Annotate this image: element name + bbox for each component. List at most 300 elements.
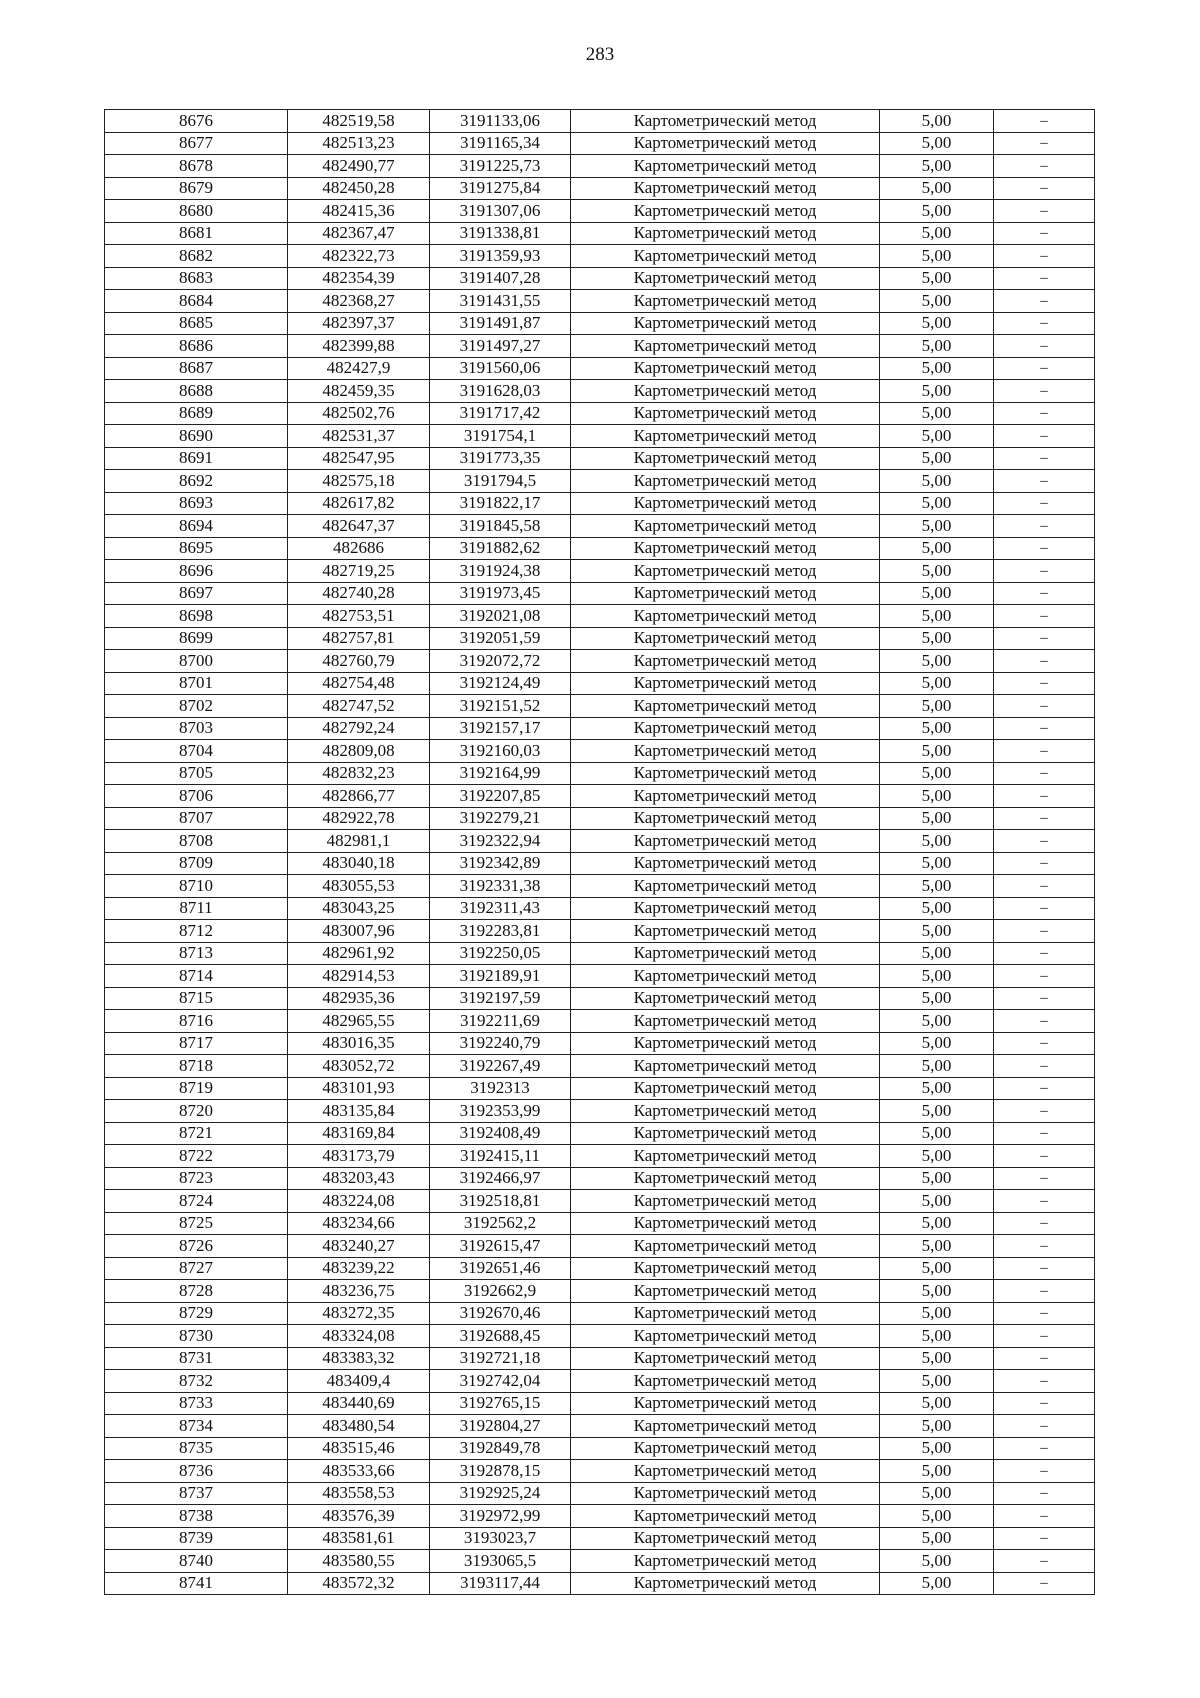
note-cell: – (994, 740, 1095, 763)
accuracy-cell: 5,00 (880, 650, 994, 673)
x-coordinate-cell: 482459,35 (288, 380, 430, 403)
point-number-cell: 8680 (105, 200, 288, 223)
note-cell: – (994, 110, 1095, 133)
point-number-cell: 8723 (105, 1167, 288, 1190)
note-cell: – (994, 965, 1095, 988)
accuracy-cell: 5,00 (880, 110, 994, 133)
y-coordinate-cell: 3192972,99 (430, 1505, 571, 1528)
y-coordinate-cell: 3192615,47 (430, 1235, 571, 1258)
note-cell: – (994, 402, 1095, 425)
method-cell: Картометрический метод (571, 672, 880, 695)
x-coordinate-cell: 482415,36 (288, 200, 430, 223)
y-coordinate-cell: 3191307,06 (430, 200, 571, 223)
y-coordinate-cell: 3192279,21 (430, 807, 571, 830)
note-cell: – (994, 1077, 1095, 1100)
point-number-cell: 8710 (105, 875, 288, 898)
accuracy-cell: 5,00 (880, 1527, 994, 1550)
y-coordinate-cell: 3191431,55 (430, 290, 571, 313)
accuracy-cell: 5,00 (880, 830, 994, 853)
accuracy-cell: 5,00 (880, 897, 994, 920)
method-cell: Картометрический метод (571, 132, 880, 155)
y-coordinate-cell: 3191794,5 (430, 470, 571, 493)
y-coordinate-cell: 3192849,78 (430, 1437, 571, 1460)
y-coordinate-cell: 3193117,44 (430, 1572, 571, 1595)
x-coordinate-cell: 482965,55 (288, 1010, 430, 1033)
method-cell: Картометрический метод (571, 965, 880, 988)
x-coordinate-cell: 483515,46 (288, 1437, 430, 1460)
y-coordinate-cell: 3192353,99 (430, 1100, 571, 1123)
method-cell: Картометрический метод (571, 852, 880, 875)
x-coordinate-cell: 483272,35 (288, 1302, 430, 1325)
point-number-cell: 8688 (105, 380, 288, 403)
x-coordinate-cell: 483480,54 (288, 1415, 430, 1438)
point-number-cell: 8730 (105, 1325, 288, 1348)
note-cell: – (994, 1460, 1095, 1483)
method-cell: Картометрический метод (571, 830, 880, 853)
y-coordinate-cell: 3192878,15 (430, 1460, 571, 1483)
method-cell: Картометрический метод (571, 1167, 880, 1190)
point-number-cell: 8724 (105, 1190, 288, 1213)
accuracy-cell: 5,00 (880, 492, 994, 515)
table-row (105, 762, 1095, 785)
point-number-cell: 8714 (105, 965, 288, 988)
point-number-cell: 8738 (105, 1505, 288, 1528)
table-row (105, 290, 1095, 313)
note-cell: – (994, 762, 1095, 785)
method-cell: Картометрический метод (571, 1010, 880, 1033)
y-coordinate-cell: 3192072,72 (430, 650, 571, 673)
accuracy-cell: 5,00 (880, 920, 994, 943)
point-number-cell: 8726 (105, 1235, 288, 1258)
note-cell: – (994, 1032, 1095, 1055)
point-number-cell: 8702 (105, 695, 288, 718)
accuracy-cell: 5,00 (880, 1077, 994, 1100)
x-coordinate-cell: 482547,95 (288, 447, 430, 470)
table-row (105, 785, 1095, 808)
note-cell: – (994, 470, 1095, 493)
point-number-cell: 8741 (105, 1572, 288, 1595)
note-cell: – (994, 942, 1095, 965)
x-coordinate-cell: 482647,37 (288, 515, 430, 538)
table-row (105, 1505, 1095, 1528)
method-cell: Картометрический метод (571, 1370, 880, 1393)
table-row (105, 245, 1095, 268)
note-cell: – (994, 357, 1095, 380)
method-cell: Картометрический метод (571, 357, 880, 380)
x-coordinate-cell: 482322,73 (288, 245, 430, 268)
x-coordinate-cell: 483324,08 (288, 1325, 430, 1348)
method-cell: Картометрический метод (571, 1122, 880, 1145)
y-coordinate-cell: 3191754,1 (430, 425, 571, 448)
method-cell: Картометрический метод (571, 1145, 880, 1168)
note-cell: – (994, 492, 1095, 515)
y-coordinate-cell: 3192662,9 (430, 1280, 571, 1303)
point-number-cell: 8713 (105, 942, 288, 965)
y-coordinate-cell: 3192207,85 (430, 785, 571, 808)
x-coordinate-cell: 483440,69 (288, 1392, 430, 1415)
x-coordinate-cell: 482981,1 (288, 830, 430, 853)
y-coordinate-cell: 3192322,94 (430, 830, 571, 853)
x-coordinate-cell: 482354,39 (288, 267, 430, 290)
point-number-cell: 8708 (105, 830, 288, 853)
x-coordinate-cell: 483135,84 (288, 1100, 430, 1123)
method-cell: Картометрический метод (571, 582, 880, 605)
method-cell: Картометрический метод (571, 222, 880, 245)
note-cell: – (994, 1212, 1095, 1235)
method-cell: Картометрический метод (571, 1482, 880, 1505)
point-number-cell: 8697 (105, 582, 288, 605)
table-row (105, 875, 1095, 898)
y-coordinate-cell: 3191133,06 (430, 110, 571, 133)
table-row (105, 1077, 1095, 1100)
point-number-cell: 8677 (105, 132, 288, 155)
x-coordinate-cell: 482866,77 (288, 785, 430, 808)
note-cell: – (994, 1167, 1095, 1190)
y-coordinate-cell: 3192283,81 (430, 920, 571, 943)
point-number-cell: 8685 (105, 312, 288, 335)
y-coordinate-cell: 3192466,97 (430, 1167, 571, 1190)
note-cell: – (994, 1145, 1095, 1168)
note-cell: – (994, 132, 1095, 155)
table-row (105, 1482, 1095, 1505)
method-cell: Картометрический метод (571, 717, 880, 740)
note-cell: – (994, 1190, 1095, 1213)
table-row (105, 1437, 1095, 1460)
method-cell: Картометрический метод (571, 1055, 880, 1078)
y-coordinate-cell: 3191165,34 (430, 132, 571, 155)
note-cell: – (994, 717, 1095, 740)
table-row (105, 965, 1095, 988)
x-coordinate-cell: 482935,36 (288, 987, 430, 1010)
note-cell: – (994, 222, 1095, 245)
table-row (105, 177, 1095, 200)
method-cell: Картометрический метод (571, 1437, 880, 1460)
x-coordinate-cell: 482719,25 (288, 560, 430, 583)
accuracy-cell: 5,00 (880, 852, 994, 875)
table-row (105, 222, 1095, 245)
table-row (105, 942, 1095, 965)
accuracy-cell: 5,00 (880, 447, 994, 470)
table-row (105, 1145, 1095, 1168)
table-row (105, 335, 1095, 358)
accuracy-cell: 5,00 (880, 1122, 994, 1145)
y-coordinate-cell: 3191924,38 (430, 560, 571, 583)
x-coordinate-cell: 483409,4 (288, 1370, 430, 1393)
point-number-cell: 8717 (105, 1032, 288, 1055)
table-row (105, 1100, 1095, 1123)
table-row (105, 1550, 1095, 1573)
table-row (105, 1122, 1095, 1145)
accuracy-cell: 5,00 (880, 1550, 994, 1573)
x-coordinate-cell: 483234,66 (288, 1212, 430, 1235)
note-cell: – (994, 1280, 1095, 1303)
note-cell: – (994, 335, 1095, 358)
accuracy-cell: 5,00 (880, 605, 994, 628)
accuracy-cell: 5,00 (880, 267, 994, 290)
note-cell: – (994, 447, 1095, 470)
x-coordinate-cell: 483239,22 (288, 1257, 430, 1280)
method-cell: Картометрический метод (571, 380, 880, 403)
x-coordinate-cell: 482686 (288, 537, 430, 560)
table-row (105, 1347, 1095, 1370)
x-coordinate-cell: 482399,88 (288, 335, 430, 358)
table-row (105, 1527, 1095, 1550)
note-cell: – (994, 830, 1095, 853)
accuracy-cell: 5,00 (880, 1167, 994, 1190)
table-row (105, 582, 1095, 605)
accuracy-cell: 5,00 (880, 1482, 994, 1505)
point-number-cell: 8728 (105, 1280, 288, 1303)
note-cell: – (994, 1302, 1095, 1325)
table-row (105, 920, 1095, 943)
y-coordinate-cell: 3192211,69 (430, 1010, 571, 1033)
accuracy-cell: 5,00 (880, 1437, 994, 1460)
accuracy-cell: 5,00 (880, 1235, 994, 1258)
point-number-cell: 8704 (105, 740, 288, 763)
method-cell: Картометрический метод (571, 1572, 880, 1595)
y-coordinate-cell: 3191822,17 (430, 492, 571, 515)
table-row (105, 1370, 1095, 1393)
accuracy-cell: 5,00 (880, 357, 994, 380)
point-number-cell: 8731 (105, 1347, 288, 1370)
accuracy-cell: 5,00 (880, 1100, 994, 1123)
y-coordinate-cell: 3192250,05 (430, 942, 571, 965)
table-row (105, 515, 1095, 538)
table-row (105, 807, 1095, 830)
point-number-cell: 8682 (105, 245, 288, 268)
point-number-cell: 8712 (105, 920, 288, 943)
y-coordinate-cell: 3192518,81 (430, 1190, 571, 1213)
method-cell: Картометрический метод (571, 1235, 880, 1258)
y-coordinate-cell: 3192804,27 (430, 1415, 571, 1438)
method-cell: Картометрический метод (571, 1280, 880, 1303)
method-cell: Картометрический метод (571, 1505, 880, 1528)
y-coordinate-cell: 3191628,03 (430, 380, 571, 403)
y-coordinate-cell: 3191717,42 (430, 402, 571, 425)
point-number-cell: 8725 (105, 1212, 288, 1235)
table-row (105, 1415, 1095, 1438)
method-cell: Картометрический метод (571, 1325, 880, 1348)
note-cell: – (994, 1347, 1095, 1370)
x-coordinate-cell: 483580,55 (288, 1550, 430, 1573)
point-number-cell: 8709 (105, 852, 288, 875)
x-coordinate-cell: 483533,66 (288, 1460, 430, 1483)
x-coordinate-cell: 482368,27 (288, 290, 430, 313)
y-coordinate-cell: 3192051,59 (430, 627, 571, 650)
note-cell: – (994, 200, 1095, 223)
accuracy-cell: 5,00 (880, 627, 994, 650)
note-cell: – (994, 1122, 1095, 1145)
x-coordinate-cell: 482367,47 (288, 222, 430, 245)
point-number-cell: 8733 (105, 1392, 288, 1415)
table-row (105, 1212, 1095, 1235)
x-coordinate-cell: 482519,58 (288, 110, 430, 133)
accuracy-cell: 5,00 (880, 1460, 994, 1483)
table-row (105, 402, 1095, 425)
point-number-cell: 8696 (105, 560, 288, 583)
accuracy-cell: 5,00 (880, 515, 994, 538)
accuracy-cell: 5,00 (880, 1347, 994, 1370)
accuracy-cell: 5,00 (880, 1032, 994, 1055)
table-row (105, 830, 1095, 853)
table-row (105, 1460, 1095, 1483)
point-number-cell: 8737 (105, 1482, 288, 1505)
point-number-cell: 8734 (105, 1415, 288, 1438)
note-cell: – (994, 605, 1095, 628)
table-row (105, 740, 1095, 763)
accuracy-cell: 5,00 (880, 470, 994, 493)
x-coordinate-cell: 482754,48 (288, 672, 430, 695)
method-cell: Картометрический метод (571, 695, 880, 718)
y-coordinate-cell: 3191973,45 (430, 582, 571, 605)
note-cell: – (994, 515, 1095, 538)
point-number-cell: 8716 (105, 1010, 288, 1033)
y-coordinate-cell: 3192313 (430, 1077, 571, 1100)
x-coordinate-cell: 482832,23 (288, 762, 430, 785)
y-coordinate-cell: 3192415,11 (430, 1145, 571, 1168)
point-number-cell: 8719 (105, 1077, 288, 1100)
point-number-cell: 8692 (105, 470, 288, 493)
table-row (105, 447, 1095, 470)
point-number-cell: 8678 (105, 155, 288, 178)
table-row (105, 1032, 1095, 1055)
point-number-cell: 8715 (105, 987, 288, 1010)
x-coordinate-cell: 482397,37 (288, 312, 430, 335)
method-cell: Картометрический метод (571, 762, 880, 785)
method-cell: Картометрический метод (571, 110, 880, 133)
note-cell: – (994, 785, 1095, 808)
table-row (105, 1055, 1095, 1078)
method-cell: Картометрический метод (571, 1415, 880, 1438)
note-cell: – (994, 1055, 1095, 1078)
point-number-cell: 8727 (105, 1257, 288, 1280)
method-cell: Картометрический метод (571, 245, 880, 268)
x-coordinate-cell: 483203,43 (288, 1167, 430, 1190)
table-row (105, 110, 1095, 133)
x-coordinate-cell: 483101,93 (288, 1077, 430, 1100)
note-cell: – (994, 1325, 1095, 1348)
point-number-cell: 8736 (105, 1460, 288, 1483)
table-row (105, 987, 1095, 1010)
method-cell: Картометрический метод (571, 425, 880, 448)
accuracy-cell: 5,00 (880, 807, 994, 830)
x-coordinate-cell: 483236,75 (288, 1280, 430, 1303)
table-row (105, 200, 1095, 223)
method-cell: Картометрический метод (571, 177, 880, 200)
note-cell: – (994, 672, 1095, 695)
table-row (105, 717, 1095, 740)
point-number-cell: 8695 (105, 537, 288, 560)
y-coordinate-cell: 3191882,62 (430, 537, 571, 560)
note-cell: – (994, 537, 1095, 560)
accuracy-cell: 5,00 (880, 1325, 994, 1348)
note-cell: – (994, 380, 1095, 403)
note-cell: – (994, 1527, 1095, 1550)
note-cell: – (994, 1370, 1095, 1393)
y-coordinate-cell: 3192151,52 (430, 695, 571, 718)
y-coordinate-cell: 3192160,03 (430, 740, 571, 763)
x-coordinate-cell: 483055,53 (288, 875, 430, 898)
accuracy-cell: 5,00 (880, 1055, 994, 1078)
note-cell: – (994, 1550, 1095, 1573)
method-cell: Картометрический метод (571, 1190, 880, 1213)
y-coordinate-cell: 3191773,35 (430, 447, 571, 470)
x-coordinate-cell: 482575,18 (288, 470, 430, 493)
y-coordinate-cell: 3191491,87 (430, 312, 571, 335)
method-cell: Картометрический метод (571, 290, 880, 313)
table-row (105, 650, 1095, 673)
y-coordinate-cell: 3192925,24 (430, 1482, 571, 1505)
x-coordinate-cell: 483016,35 (288, 1032, 430, 1055)
x-coordinate-cell: 482450,28 (288, 177, 430, 200)
point-number-cell: 8686 (105, 335, 288, 358)
y-coordinate-cell: 3192267,49 (430, 1055, 571, 1078)
note-cell: – (994, 1010, 1095, 1033)
method-cell: Картометрический метод (571, 1527, 880, 1550)
point-number-cell: 8711 (105, 897, 288, 920)
table-row (105, 155, 1095, 178)
method-cell: Картометрический метод (571, 785, 880, 808)
coordinates-table (104, 109, 1095, 1595)
y-coordinate-cell: 3192197,59 (430, 987, 571, 1010)
accuracy-cell: 5,00 (880, 695, 994, 718)
method-cell: Картометрический метод (571, 987, 880, 1010)
table-row (105, 560, 1095, 583)
note-cell: – (994, 1437, 1095, 1460)
note-cell: – (994, 695, 1095, 718)
point-number-cell: 8699 (105, 627, 288, 650)
x-coordinate-cell: 483040,18 (288, 852, 430, 875)
y-coordinate-cell: 3191359,93 (430, 245, 571, 268)
point-number-cell: 8703 (105, 717, 288, 740)
method-cell: Картометрический метод (571, 740, 880, 763)
note-cell: – (994, 650, 1095, 673)
note-cell: – (994, 290, 1095, 313)
x-coordinate-cell: 483572,32 (288, 1572, 430, 1595)
note-cell: – (994, 1415, 1095, 1438)
y-coordinate-cell: 3193023,7 (430, 1527, 571, 1550)
accuracy-cell: 5,00 (880, 1392, 994, 1415)
note-cell: – (994, 245, 1095, 268)
x-coordinate-cell: 482792,24 (288, 717, 430, 740)
method-cell: Картометрический метод (571, 537, 880, 560)
y-coordinate-cell: 3192021,08 (430, 605, 571, 628)
x-coordinate-cell: 483173,79 (288, 1145, 430, 1168)
point-number-cell: 8718 (105, 1055, 288, 1078)
y-coordinate-cell: 3191275,84 (430, 177, 571, 200)
point-number-cell: 8739 (105, 1527, 288, 1550)
point-number-cell: 8681 (105, 222, 288, 245)
y-coordinate-cell: 3192124,49 (430, 672, 571, 695)
point-number-cell: 8694 (105, 515, 288, 538)
table-row (105, 312, 1095, 335)
method-cell: Картометрический метод (571, 1550, 880, 1573)
note-cell: – (994, 920, 1095, 943)
accuracy-cell: 5,00 (880, 1010, 994, 1033)
table-row (105, 1392, 1095, 1415)
y-coordinate-cell: 3193065,5 (430, 1550, 571, 1573)
accuracy-cell: 5,00 (880, 1280, 994, 1303)
x-coordinate-cell: 482914,53 (288, 965, 430, 988)
note-cell: – (994, 177, 1095, 200)
y-coordinate-cell: 3192164,99 (430, 762, 571, 785)
x-coordinate-cell: 483576,39 (288, 1505, 430, 1528)
accuracy-cell: 5,00 (880, 380, 994, 403)
note-cell: – (994, 1100, 1095, 1123)
table-row (105, 1010, 1095, 1033)
point-number-cell: 8700 (105, 650, 288, 673)
method-cell: Картометрический метод (571, 1347, 880, 1370)
